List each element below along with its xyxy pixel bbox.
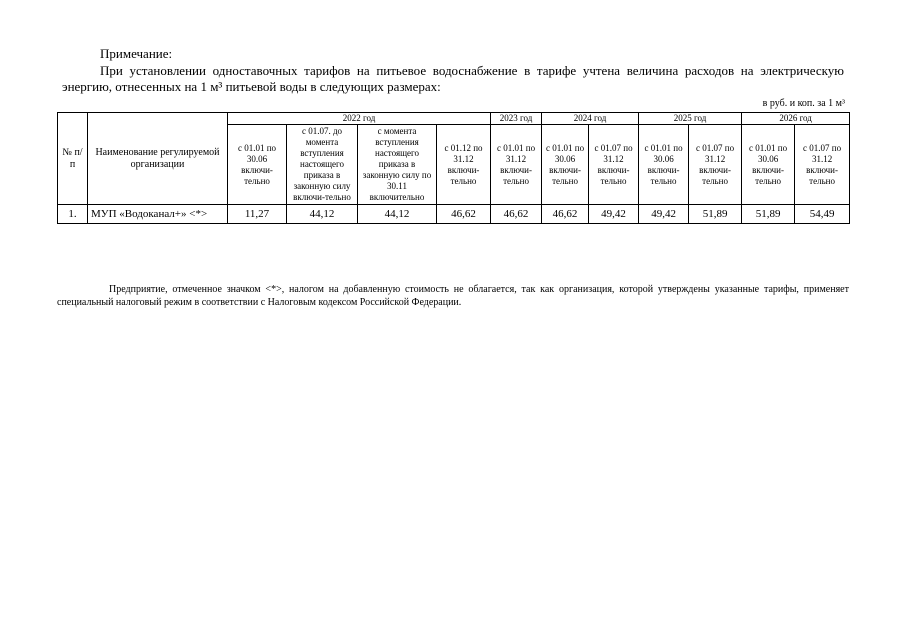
period-header: с 01.01 по 30.06 включи-тельно <box>742 125 795 205</box>
period-header: с 01.01 по 31.12 включи-тельно <box>491 125 542 205</box>
year-header: 2023 год <box>491 113 542 125</box>
tariff-value: 51,89 <box>742 205 795 224</box>
year-header: 2022 год <box>228 113 491 125</box>
org-name: МУП «Водоканал+» <*> <box>88 205 228 224</box>
period-header: с 01.07 по 31.12 включи-тельно <box>589 125 639 205</box>
year-header: 2025 год <box>639 113 742 125</box>
period-header: с 01.01 по 30.06 включи-тельно <box>228 125 287 205</box>
col-header-org: Наименование регулируемой организации <box>88 113 228 205</box>
table-row <box>58 205 850 224</box>
period-header: с момента вступления настоящего приказа в законную силу по 30.11 включительно <box>358 125 437 205</box>
period-header: с 01.07 по 31.12 включи-тельно <box>689 125 742 205</box>
period-header: с 01.01 по 30.06 включи-тельно <box>639 125 689 205</box>
footnote: Предприятие, отмеченное значком <*>, налогом на добавленную стоимость не облагается, так как организация, которой утверждены указанные тарифы, применяет специальный налоговый режим в соответствии с Налоговым кодексом Российской Федерации. <box>57 284 849 308</box>
units-label: в руб. и коп. за 1 м³ <box>762 98 845 109</box>
tariff-value: 46,62 <box>542 205 589 224</box>
tariff-value: 46,62 <box>437 205 491 224</box>
tariff-value: 44,12 <box>287 205 358 224</box>
tariff-value: 54,49 <box>795 205 850 224</box>
period-header: с 01.01 по 30.06 включи-тельно <box>542 125 589 205</box>
tariff-value: 49,42 <box>589 205 639 224</box>
year-header: 2026 год <box>742 113 850 125</box>
tariff-value: 46,62 <box>491 205 542 224</box>
period-header: с 01.07 по 31.12 включи-тельно <box>795 125 850 205</box>
tariff-table <box>57 112 850 224</box>
note-text: При установлении одноставочных тарифов на питьевое водоснабжение в тарифе учтена величина расходов на электрическую энергию, отнесенных на 1 м³ питьевой воды в следующих размерах: <box>62 63 844 94</box>
year-header: 2024 год <box>542 113 639 125</box>
tariff-value: 51,89 <box>689 205 742 224</box>
period-header: с 01.12 по 31.12 включи-тельно <box>437 125 491 205</box>
note-title: Примечание: <box>100 46 173 61</box>
col-header-num: № п/п <box>58 113 88 205</box>
tariff-value: 49,42 <box>639 205 689 224</box>
period-header: с 01.07. до момента вступления настоящего приказа в законную силу включи-тельно <box>287 125 358 205</box>
row-num: 1. <box>58 205 88 224</box>
tariff-value: 44,12 <box>358 205 437 224</box>
tariff-value: 11,27 <box>228 205 287 224</box>
